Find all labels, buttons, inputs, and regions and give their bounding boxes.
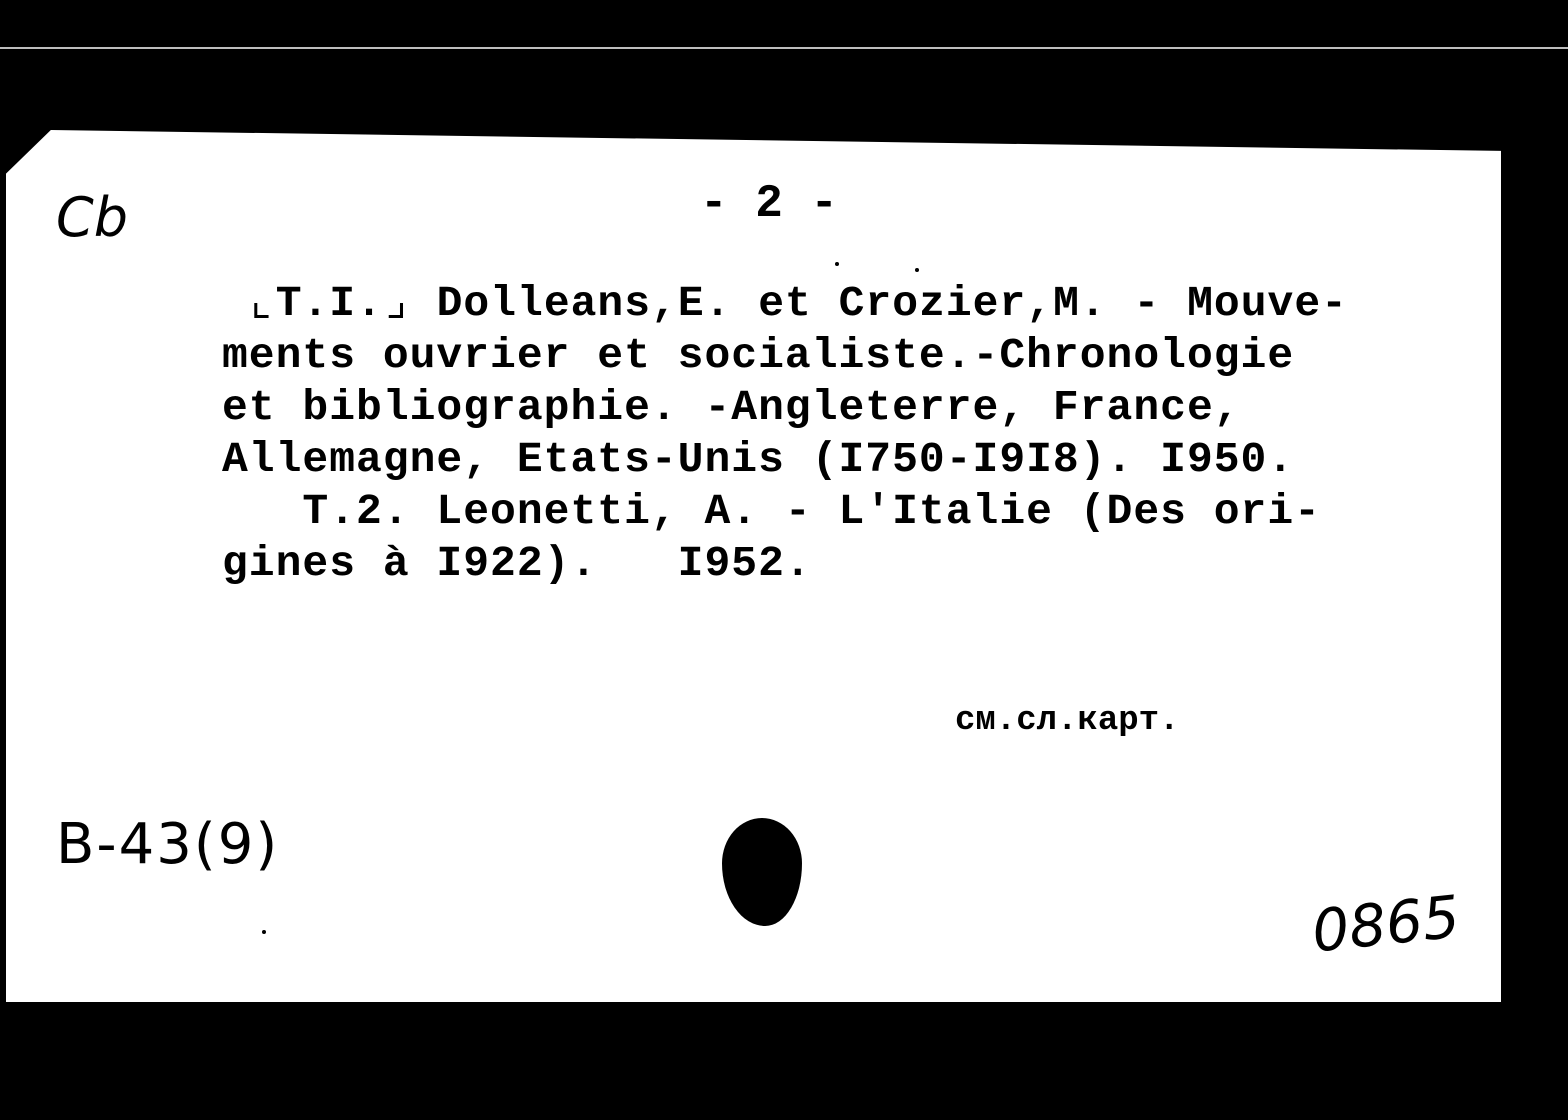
handwritten-shelfmark: B-43(9) [56,812,280,877]
bibliographic-entry: ⌞T.I.⌟ Dolleans,E. et Crozier,M. - Mouve- ments ouvrier et socialiste.-Chronologie et bibliographie. -Angleterre, France, Allemagne, Etats-Unis (I750-I9I8). I950. T.2. Leonetti, A. - L'Italie (Des ori- gines à I922). I952. [222,279,1348,588]
scan-border-line [0,47,1568,49]
speck [835,262,839,266]
handwritten-inventory-number: 0865 [1308,882,1463,966]
speck [262,930,266,934]
speck [915,268,919,272]
see-next-card-note: см.сл.карт. [955,702,1180,740]
handwritten-top-mark: Cb [56,186,128,249]
page-number: - 2 - [700,178,839,230]
